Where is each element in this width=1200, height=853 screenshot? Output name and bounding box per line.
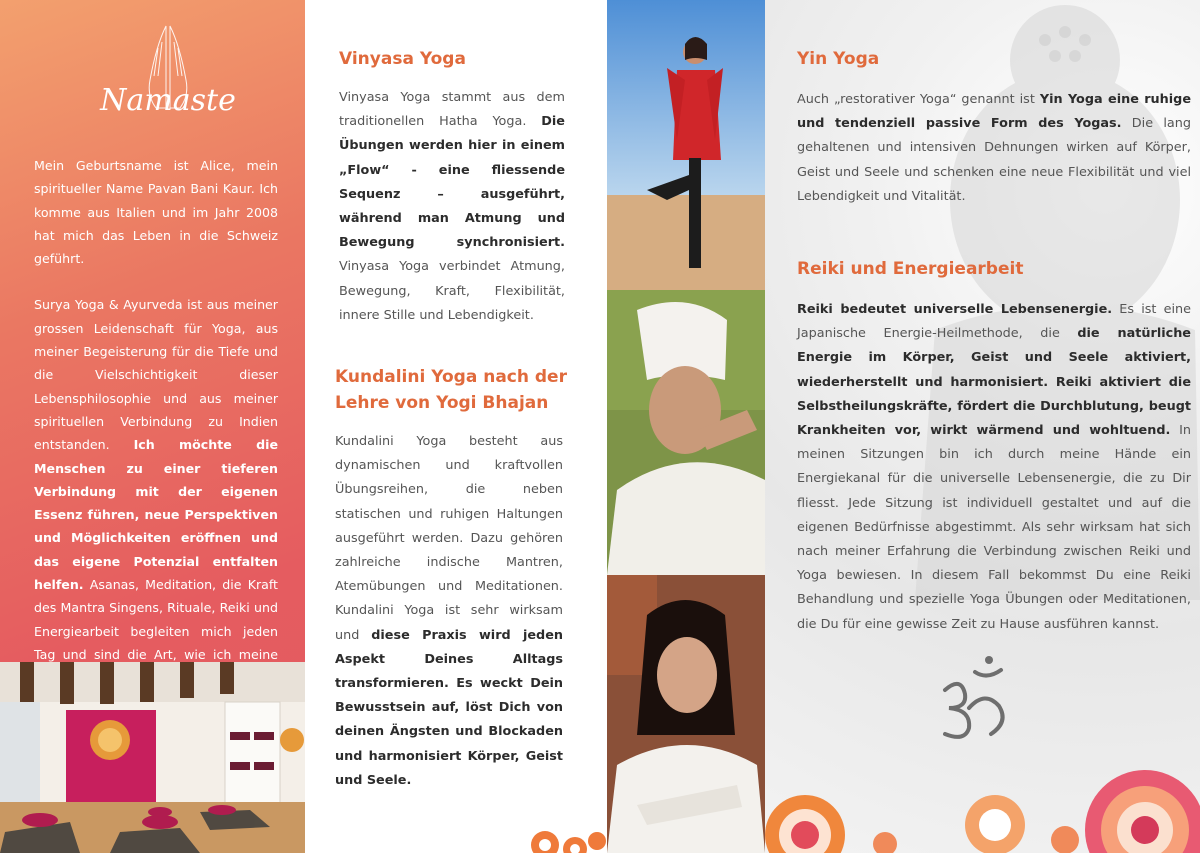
- bold-text-segment: Ich möchte die Menschen zu einer tieferen Verbindung mit der eigenen Essenz führen, neue Perspektiven und Möglichkeiten eröffnen und das eigene Potenzial entfalten helfen.: [34, 437, 278, 593]
- text-segment: Die lang gehaltenen und intensiven Dehnungen wirken auf Körper, Geist und Seele und schenken eine neue Flexibilität und viel Lebendigkeit und Vitalität.: [797, 116, 1191, 204]
- about-panel: [0, 0, 305, 853]
- om-symbol-icon: [925, 650, 1015, 750]
- text-segment: In meinen Sitzungen bin ich durch meine Hände ein Energiekanal für die universelle Lebensenergie, die zu Dir fliesst. Jede Sitzung ist individuell gestaltet und auf die eigenen Bedürfnisse abgestimmt. Als sehr wirksam hat sich nach meiner Erfahrung die Verbindung zwischen Reiki und Yoga bewiesen. In diesem Fall bekommst Du eine Reiki Behandlung und spezielle Yoga Übungen oder Meditationen, die Du für eine gewisse Zeit zu Hause ausführen kannst.: [797, 423, 1192, 632]
- mandala-ornament-icon: [765, 740, 1200, 853]
- kundalini-title: Kundalini Yoga nach der Lehre von Yogi Bhajan: [335, 367, 567, 413]
- vinyasa-title: Vinyasa Yoga: [339, 49, 466, 69]
- namaste-script: Namaste: [100, 83, 236, 118]
- text-segment: Surya Yoga & Ayurveda ist aus meiner grossen Leidenschaft für Yoga, aus meiner Begeisterung für die Tiefe und die Vielschichtigkeit dieser Lebensphilosophie und aus meiner spirituellen Verbindung zu Indien entstanden.: [34, 297, 278, 453]
- photo-column: [607, 0, 765, 853]
- yin-text: [797, 88, 1191, 209]
- reiki-title: Reiki und Energiearbeit: [797, 259, 1024, 279]
- yin-title: Yin Yoga: [797, 49, 880, 69]
- kundalini-meditation-photo: [607, 290, 765, 575]
- bold-text-segment: Yin Yoga eine ruhige und tendenziell passive Form des Yogas.: [797, 92, 1191, 132]
- yoga-studio-photo: [0, 662, 305, 853]
- vinyasa-text: [339, 86, 565, 328]
- text-segment: Vinyasa Yoga stammt aus dem traditionellen Hatha Yoga.: [339, 90, 565, 130]
- bold-text-segment: die natürliche Energie im Körper, Geist und Seele aktiviert, wiederherstellt und harmonisiert. Reiki aktiviert die Selbstheilungskräfte, fördert die Durchblutung, beugt Krankheiten vor, wirkt wärmend und wohltuend.: [797, 326, 1191, 439]
- yin-reiki-panel: [765, 0, 1200, 853]
- bold-text-segment: diese Praxis wird jeden Aspekt Deines Alltags transformieren. Es weckt Dein Bewusstsein auf, löst Dich von deinen Ängsten und Blockaden und harmonisiert Körper, Geist und Seele.: [335, 627, 563, 788]
- yoga-styles-panel: [305, 0, 607, 853]
- flower-ornament-icon: [505, 815, 607, 853]
- about-paragraph-1: [34, 154, 278, 270]
- namaste-logo: [78, 18, 258, 138]
- text-segment: Auch „restorativer Yoga“ genannt ist: [797, 92, 1040, 107]
- text-segment: Kundalini Yoga besteht aus dynamischen und kraftvollen Übungsreihen, die neben statischen und ruhigen Haltungen ausgeführt werden. Dazu gehören zahlreiche indische Mantren, Atemübungen und Meditationen. Kundalini Yoga ist sehr wirksam und: [335, 434, 563, 643]
- bold-text-segment: Die Übungen werden hier in einem „Flow“ - eine fliessende Sequenz – ausgeführt, während man Atmung und Bewegung synchronisiert.: [339, 114, 565, 251]
- tree-pose-photo: [607, 0, 765, 290]
- reiki-text: [797, 298, 1191, 637]
- bold-text-segment: Reiki bedeutet universelle Lebensenergie.: [797, 302, 1113, 317]
- text-segment: Mein Geburtsname ist Alice, mein spiritueller Name Pavan Bani Kaur. Ich komme aus Italien und im Jahr 2008 hat mich das Leben in die Schweiz geführt.: [34, 158, 278, 267]
- text-segment: Vinyasa Yoga verbindet Atmung, Bewegung, Kraft, Flexibilität, innere Stille und Lebendigkeit.: [339, 259, 565, 323]
- text-segment: Es ist eine Japanische Energie-Heilmethode, die: [797, 302, 1192, 342]
- portrait-photo: [607, 575, 765, 853]
- text-segment: Asanas, Meditation, die Kraft des Mantra Singens, Rituale, Reiki und Energiearbeit begleiten mich jeden Tag und sind die Art, wie ich meine: [34, 577, 278, 662]
- kundalini-text: [335, 430, 563, 793]
